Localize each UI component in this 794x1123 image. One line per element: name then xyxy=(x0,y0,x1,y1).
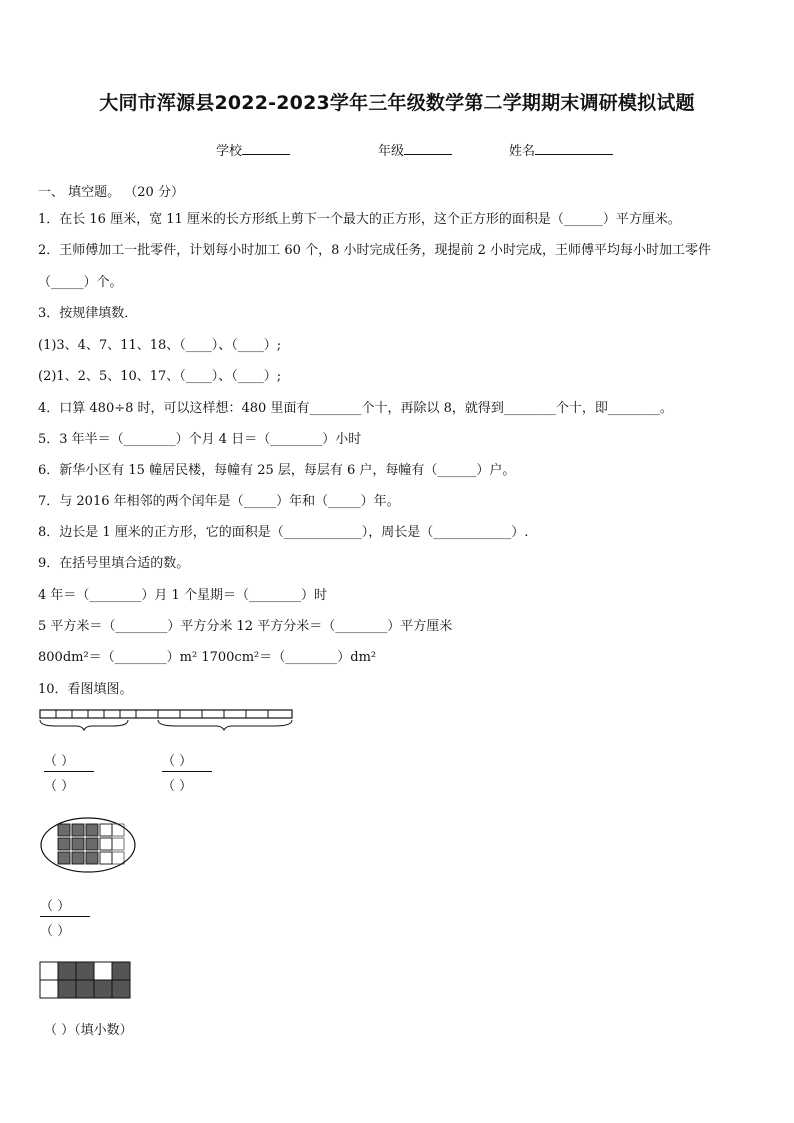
fraction-3-denominator[interactable]: （ ） xyxy=(40,924,71,939)
fraction-3-numerator[interactable]: （ ） xyxy=(40,899,71,914)
question-1: 1．在长 16 厘米，宽 11 厘米的长方形纸上剪下一个最大的正方形，这个正方形的面积是（______）平方厘米。 xyxy=(38,212,681,227)
fraction-1-bar xyxy=(44,770,94,773)
fraction-2-numerator[interactable]: （ ） xyxy=(162,754,193,769)
question-2-line1: 2．王师傅加工一批零件，计划每小时加工 60 个，8 小时完成任务，现提前 2 小时完成，王师傅平均每小时加工零件 xyxy=(38,243,712,258)
page-title: 大同市浑源县2022-2023学年三年级数学第二学期期末调研模拟试题 xyxy=(99,92,695,114)
oval-grid-figure xyxy=(38,815,138,875)
name-field xyxy=(509,140,613,159)
fraction-2-denominator[interactable]: （ ） xyxy=(162,779,193,794)
question-7: 7．与 2016 年相邻的两个闰年是（_____）年和（_____）年。 xyxy=(38,494,400,509)
name-label: 姓名 xyxy=(509,144,536,159)
grade-label: 年级 xyxy=(378,144,405,159)
grade-blank[interactable] xyxy=(404,142,452,155)
question-4: 4．口算 480÷8 时，可以这样想：480 里面有________个十，再除以 8，就得到________个十，即________。 xyxy=(38,401,673,416)
grade-field xyxy=(378,140,452,159)
school-blank[interactable] xyxy=(242,142,290,155)
shaded-grid-figure xyxy=(38,960,138,1000)
fraction-1-denominator[interactable]: （ ） xyxy=(44,779,75,794)
fraction-3-bar xyxy=(40,915,90,918)
question-3-part1: (1)3、4、7、11、18、（____）、（____）; xyxy=(38,338,282,353)
question-10: 10．看图填图。 xyxy=(38,682,133,697)
question-9-row2: 5 平方米＝（________）平方分米 12 平方分米＝（________）平方厘米 xyxy=(38,619,453,634)
question-9-row1: 4 年＝（________）月 1 个星期＝（________）时 xyxy=(38,588,327,603)
question-6: 6．新华小区有 15 幢居民楼，每幢有 25 层，每层有 6 户，每幢有（______）户。 xyxy=(38,463,516,478)
question-9-row3: 800dm²＝（________）m² 1700cm²＝（________）dm² xyxy=(38,650,377,665)
question-5: 5．3 年半＝（________）个月 4 日＝（________）小时 xyxy=(38,432,362,447)
fraction-2-bar xyxy=(162,770,212,773)
segmented-bar-figure xyxy=(36,705,298,735)
school-field xyxy=(216,140,290,159)
section-heading: 一、 填空题。 （20 分） xyxy=(38,185,184,200)
question-3: 3．按规律填数． xyxy=(38,306,138,321)
question-9: 9．在括号里填合适的数。 xyxy=(38,556,190,571)
fraction-1-numerator[interactable]: （ ） xyxy=(44,754,75,769)
school-label: 学校 xyxy=(216,144,243,159)
question-3-part2: (2)1、2、5、10、17、（____）、（____）; xyxy=(38,369,282,384)
question-10-decimal-answer[interactable]: （ ）（填小数） xyxy=(44,1023,133,1038)
question-8: 8．边长是 1 厘米的正方形，它的面积是（____________），周长是（____________）. xyxy=(38,525,529,540)
name-blank[interactable] xyxy=(535,142,613,155)
question-2-line2: （_____）个。 xyxy=(38,275,123,290)
